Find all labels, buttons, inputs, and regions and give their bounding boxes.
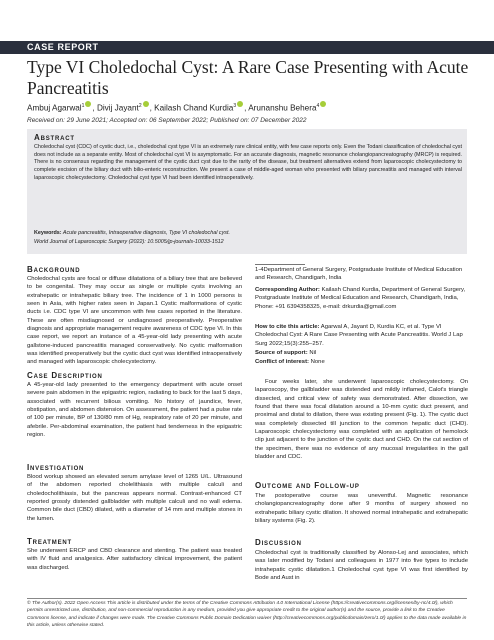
treatment-text: She underwent ERCP and CBD clearance and stenting. The patient was treated with IV fluid and analgesics. After satisfactory clinical improvement, the patient was discharged. xyxy=(27,548,242,571)
author-4[interactable]: , Arunanshu Behera xyxy=(244,103,317,113)
case-text: A 45-year-old lady presented to the emergency department with acute onset severe pain abdomen in the epigastric region, radiating to back for the last 5 days, associated with recurrent bilious vomiting. No history of jaundice, fever, obstipation, and abdomen distension. On assessment, the patient had a pulse rate of 100 per minute, BP of 130/80 mm of Hg, respiratory rate of 20 per minute, and afebrile. Per-abdominal examination, the patient had tenderness in the epigastric region. xyxy=(27,382,242,439)
orcid-icon[interactable] xyxy=(85,101,91,107)
background-heading: Background xyxy=(27,265,81,274)
investigation-heading: Investigation xyxy=(27,463,85,472)
abstract-keywords: Keywords: Acute pancreatitis, Intraoperative diagnosis, Type VI choledochal cyst. xyxy=(34,230,230,236)
surgery-paragraph: Four weeks later, she underwent laparoscopic cholecystectomy. On laparoscopy, the gallbladder was distended and mildly inflamed, Calot's triangle dissected, and critical view of safety was demonstrated. After dissection, we found that there was focal dilatation around a 10-mm cystic duct present, and proximal and distal to dilation, there was existing present (Fig. 1). The cystic duct was completely dissected till junction to the common hepatic duct (CHD). Laparoscopic cholecystectomy was completed with an application of hemolock clip just adjacent to the junction of the cystic duct and CHD. On the cut section of the specimen, there was no evidence of any mucosal irregularities in the gall bladder and CDC. xyxy=(255,379,468,461)
author-2[interactable]: , Divij Jayant xyxy=(92,103,139,113)
case-heading: Case Description xyxy=(27,371,103,380)
outcome-text: The postoperative course was uneventful. Magnetic resonance cholangiopancreatography done after 9 months of surgery showed no extrahepatic biliary cystic dilation. It showed normal intrahepatic and extrahepatic biliary systems (Fig. 2). xyxy=(255,493,468,525)
abstract-citation: World Journal of Laparoscopic Surgery (2022): 10.5005/jp-journals-10033-1512 xyxy=(34,239,224,245)
article-type-band xyxy=(0,41,494,54)
author-1[interactable]: Ambuj Agarwal xyxy=(27,103,82,113)
source-of-support: Source of support: Nil xyxy=(255,350,317,356)
background-text: Choledochal cysts are focal or diffuse dilatations of a biliary tree that are believed to be congenital. They may occur as single or multiple cysts involving an extrahepatic or intrahepatic biliary tree. The incidence of 1 in 1000 persons is seen in Asia, with higher rates seen in Japan.1 Cystic malformations of cystic ducts i.e. CDC type VI are uncommon with few cases reported in the literature. These are often misdiagnosed or undiagnosed preoperatively. Preoperative diagnosis and appropriate management require awareness of CDC type VI. In this case report, we report an instance of a 45-year-old lady presenting with acute gallstone-induced pancreatitis managed conservatively. No cystic malformation was identified preoperatively but the cystic duct cyst was identified intraoperatively and managed with laparoscopic cholecystectomy. xyxy=(27,276,242,366)
article-title: Type VI Choledochal Cyst: A Rare Case Presenting with Acute Pancreatitis xyxy=(27,57,469,98)
license-footer: © The Author(s). 2022 Open Access This article is distributed under the terms of the Creative Commons Attribution 4.0 International License (https://creativecommons.org/licenses/by-nc/4.0/), which permits unrestricted use, distribution, and non-commercial reproduction in any medium, provided you give appropriate credit to the original author(s) and the source, provide a link to the Creative Commons license, and indicate if changes were made. The Creative Commons Public Domain Dedication waiver (http://creativecommons.org/publicdomain/zero/1.0/) applies to the data made available in this article, unless otherwise stated. xyxy=(27,601,467,628)
footnote-divider xyxy=(255,264,305,265)
how-to-cite: How to cite this article: Agarwal A, Jayant D, Kurdia KC, et al. Type VI Choledochal Cyst: A Rare Case Presenting with Acute Pancreatitis. World J Lap Surg 2022;15(3):255–257. xyxy=(255,324,463,347)
orcid-icon[interactable] xyxy=(320,101,326,107)
publication-dates: Received on: 29 June 2021; Accepted on: 06 September 2022; Published on: 07 December 2022 xyxy=(27,117,307,124)
orcid-icon[interactable] xyxy=(143,101,149,107)
author-list: Ambuj Agarwal$^1$ , Divij Jayant$^2$ , Kailash Chand Kurdia$^3$ , Arunanshu Behera$^4$ xyxy=(27,101,327,113)
corresponding-author: Corresponding Author: Kailash Chand Kurdia, Department of General Surgery, Postgraduate Institute of Medical Education and Research, Chandigarh, India, Phone: +91 6394358325, e-mail: drkurdia@gmail.com xyxy=(255,287,466,310)
investigation-text: Blood workup showed an elevated serum amylase level of 1265 U/L. Ultrasound of the abdomen reported cholelithiasis with multiple calculi and choledocholithiasis, but the pancreas appears normal. Contrast-enhanced CT reported grossly distended gallbladder with multiple calculi and no wall edema. Common bile duct (CBD) dilated, with a diameter of 14 mm and multiple stones in the lumen. xyxy=(27,474,242,522)
abstract-heading: Abstract xyxy=(34,133,75,142)
article-type-label: CASE REPORT xyxy=(27,42,99,52)
conflict-of-interest: Conflict of interest: None xyxy=(255,359,325,365)
discussion-text: Choledochal cyst is traditionally classified by Alonso-Lej and associates, which was later modified by Todani and colleagues in 1977 into five types to include intrahepatic cystic dilatation.1 Choledochal cyst type VI was first identified by Bode and Aust in xyxy=(255,550,468,582)
author-3[interactable]: , Kailash Chand Kurdia xyxy=(149,103,234,113)
abstract-text: Choledochal cyst (CDC) of cystic duct, i.e., choledochal cyst type VI is an extremely rare clinical entity, with few case reports only. Even the Todani classification of choledochal cyst does not include as a separate entity. Most of choledochal cyst VI is asymptomatic. For an accurate diagnosis, magnetic resonance cholangiopancreatography (MRCP) is required. There is no consensus regarding the management of the cystic duct cyst due to the rarity of the disease, but treatment alternatives extend from laparoscopic cholecystectomy to complete excision of the biliary duct with bilio-enteric reconstruction. We present a case of middle-aged woman who presented with biliary pancreatitis and managed with interval laparoscopic cholecystectomy. Choledochal cyst type VI had been identified intraoperatively. xyxy=(34,144,462,181)
discussion-heading: Discussion xyxy=(255,538,302,547)
affiliation: 1-4Department of General Surgery, Postgraduate Institute of Medical Education and Research, Chandigarh, India xyxy=(255,267,463,282)
footer-divider xyxy=(27,598,467,599)
treatment-heading: Treatment xyxy=(27,537,72,546)
outcome-heading: Outcome and Follow-up xyxy=(255,481,360,490)
orcid-icon[interactable] xyxy=(237,101,243,107)
